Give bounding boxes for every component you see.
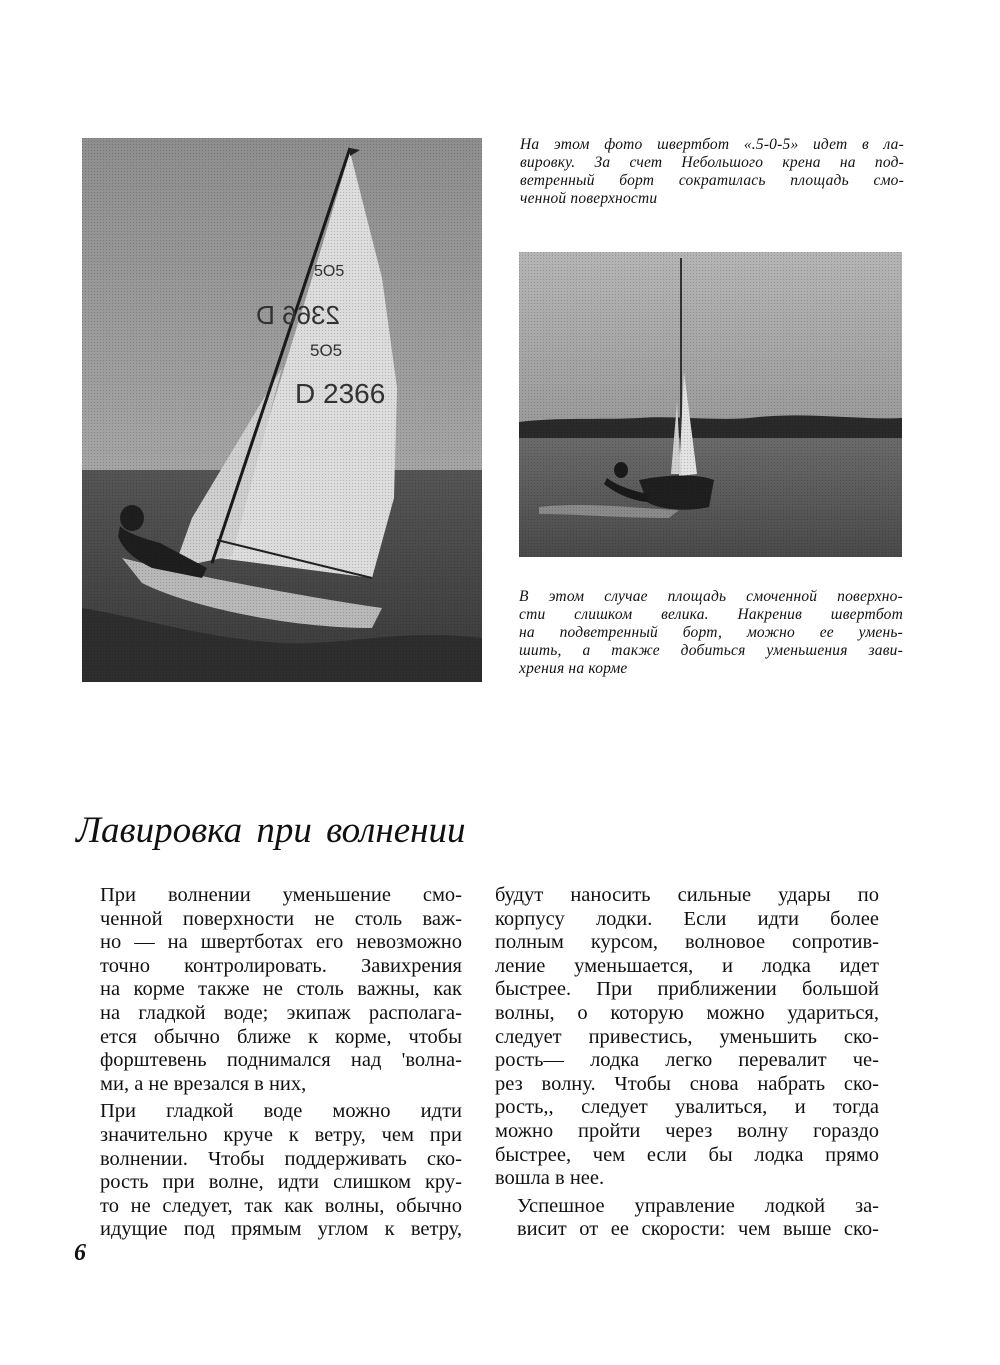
text-column-left xyxy=(78,884,462,1246)
text-line: на гладкой воде; экипаж располага- xyxy=(100,1001,462,1024)
caption-line: сти слишком велика. Накренив швертбот xyxy=(519,606,903,623)
text-line: рость— лодка легко перевалит че- xyxy=(495,1049,879,1072)
text-line: быстрее, чем если бы лодка прямо xyxy=(495,1143,879,1166)
photo-dinghy-open-water xyxy=(519,252,902,557)
sailboat-photo-illustration xyxy=(519,252,902,557)
text-line: ется обычно ближе к корме, чтобы xyxy=(100,1025,462,1048)
text-line: будут наносить сильные удары по xyxy=(495,884,879,906)
text-line: следует привестись, уменьшить ско- xyxy=(495,1025,879,1048)
caption-line: ветренный борт сократилась площадь смо- xyxy=(520,172,904,189)
text-column-right xyxy=(495,884,879,1246)
text-line: то не следует, так как волны, обычно xyxy=(100,1194,462,1217)
paragraph xyxy=(495,884,879,1191)
caption-photo-right xyxy=(519,588,903,678)
text-line: волнении. Чтобы поддерживать ско- xyxy=(100,1147,462,1170)
photo-dinghy-heeling xyxy=(82,138,482,682)
text-line: рость,, следует увалиться, и тогда xyxy=(495,1096,879,1119)
section-title: Лавировка при волнении xyxy=(76,810,466,851)
text-line: рость при волне, идти слишком кру- xyxy=(100,1171,462,1194)
caption-line: вировку. За счет Небольшого крена на под- xyxy=(520,154,904,171)
caption-line: На этом фото швертбот «.5-0-5» идет в ла- xyxy=(520,136,904,153)
caption-line: на подветренный борт, можно ее умень- xyxy=(519,624,903,641)
text-line: Успешное управление лодкой за- xyxy=(517,1194,879,1217)
caption-line: В этом случае площадь смоченной поверхно- xyxy=(519,588,903,605)
caption-line: хрения на корме xyxy=(519,660,628,677)
text-line: на корме также не столь важны, как xyxy=(100,978,462,1001)
text-line: ми, а не врезался в них, xyxy=(100,1072,307,1095)
text-line: можно пройти через волну гораздо xyxy=(495,1119,879,1142)
sailboat-photo-illustration xyxy=(82,138,482,682)
text-line: точно контролировать. Завихрения xyxy=(100,954,462,977)
text-line: идущие под прямым углом к ветру, xyxy=(100,1218,462,1241)
paragraph xyxy=(495,1195,879,1242)
text-line: волны, о которую можно удариться, xyxy=(495,1001,879,1024)
caption-line: шить, а также добиться уменьшения зави- xyxy=(519,642,903,659)
text-line: При волнении уменьшение смо- xyxy=(100,884,462,906)
paragraph xyxy=(78,1100,462,1242)
text-line: значительно круче к ветру, чем при xyxy=(100,1123,462,1146)
page-number: 6 xyxy=(74,1240,86,1266)
text-line: ченной поверхности не столь важ- xyxy=(100,907,462,930)
caption-photo-left xyxy=(520,136,904,208)
text-line: ление уменьшается, и лодка идет xyxy=(495,954,879,977)
text-line: быстрее. При приближении большой xyxy=(495,978,879,1001)
caption-line: ченной поверхности xyxy=(520,190,658,207)
paragraph xyxy=(78,884,462,1096)
text-line: вошла в нее. xyxy=(495,1167,605,1190)
text-line: форштевень поднимался над 'волна- xyxy=(100,1049,462,1072)
text-line: висит от ее скорости: чем выше ско- xyxy=(517,1218,879,1241)
text-line: рез волну. Чтобы снова набрать ско- xyxy=(495,1072,879,1095)
text-line: корпусу лодки. Если идти более xyxy=(495,907,879,930)
text-line: При гладкой воде можно идти xyxy=(100,1100,462,1123)
text-line: полным курсом, волновое сопротив- xyxy=(495,931,879,954)
text-line: но — на швертботах его невозможно xyxy=(100,931,462,954)
